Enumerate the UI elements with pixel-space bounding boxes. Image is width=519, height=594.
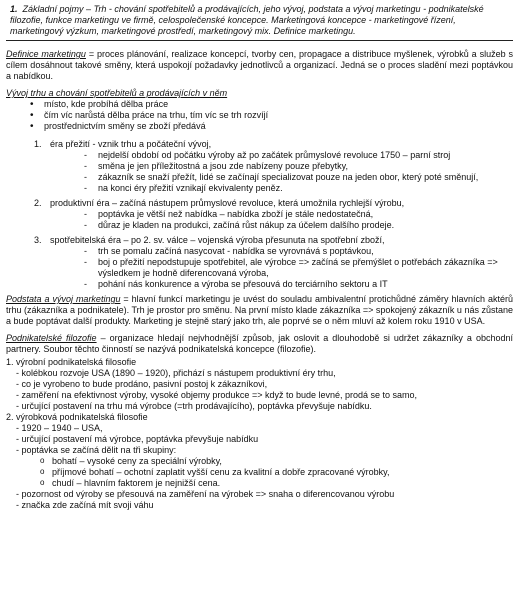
philosophy-title: Podnikatelské filozofie <box>6 333 97 343</box>
era-number: 2. <box>34 198 42 208</box>
list-item: - kolébkou rozvoje USA (1890 – 1920), přichází s nástupem produktivní éry trhu, <box>16 368 336 378</box>
definition-paragraph <box>6 49 513 82</box>
list-item: - pozornost od výroby se přesouvá na zaměření na výrobek => snaha o diferencovanou výrobu <box>16 489 395 499</box>
era-survival <box>34 139 513 194</box>
production-philosophy <box>6 357 513 412</box>
era-items <box>50 209 513 231</box>
production-philosophy-title: 1. výrobní podnikatelská filosofie <box>6 357 137 367</box>
list-item: - nejdelší období od počátku výroby až po začátek průmyslové revoluce 1750 – parní stroj <box>84 150 513 161</box>
evolution-section <box>6 88 513 290</box>
list-item: - zákazník se snaží přežít, lidé se začínají specializovat pouze na jeden obor, který poté směnují, <box>84 172 513 183</box>
list-item: - trh se pomalu začíná nasycovat - nabídka se vyrovnává s poptávkou, <box>84 246 513 257</box>
era-consumer <box>34 235 513 290</box>
list-item: - poptávka je větší než nabídka – nabídka zboží je stále nedostatečná, <box>84 209 513 220</box>
list-item: • čím víc narůstá dělba práce na trhu, tím víc se trh rozvíjí <box>30 110 513 121</box>
list-item: - 1920 – 1940 – USA, <box>16 423 103 433</box>
list-item: • prostřednictvím směny se zboží předává <box>30 121 513 132</box>
product-philosophy <box>6 412 513 511</box>
era-title: éra přežití - vznik trhu a počáteční vývoj, <box>50 139 212 149</box>
era-items <box>50 246 513 290</box>
era-productive <box>34 198 513 231</box>
list-item: • místo, kde probíhá dělba práce <box>30 99 513 110</box>
eras-list <box>6 139 513 290</box>
list-item: - směna je jen příležitostná a jsou zde nabízeny pouze přebytky, <box>84 161 513 172</box>
product-philosophy-title: 2. výrobková podnikatelská filosofie <box>6 412 148 422</box>
document-header <box>6 4 513 41</box>
header-number: 1. <box>10 4 18 14</box>
list-item: - poptávka se začíná dělit na tři skupiny: <box>16 445 177 455</box>
essence-paragraph <box>6 294 513 327</box>
era-number: 1. <box>34 139 42 149</box>
evolution-bullets <box>6 99 513 132</box>
philosophy-text: – organizace hledají nejvhodnější způsob, jak oslovit a dlouhodobě si udržet zákazníky a obchodní partnery. Soubor těchto činností se nazývá podnikatelská koncepce (filozofie). <box>6 333 513 354</box>
list-item: - na konci éry přežití vznikají ekvivalenty peněz. <box>84 183 513 194</box>
list-item: o chudí – hlavním faktorem je nejnižší cena. <box>40 478 513 489</box>
list-item: o příjmové bohatí – ochotní zaplatit vyšší cenu za kvalitní a dobře zpracované výrobky, <box>40 467 513 478</box>
list-item: - zaměření na efektivnost výroby, vysoké objemy produkce => když to bude levné, prodá se to samo, <box>16 390 418 400</box>
list-item: - určující postavení má výrobce, poptávka převyšuje nabídku <box>16 434 259 444</box>
list-item: - značka zde začíná mít svoji váhu <box>16 500 154 510</box>
definition-title: Definice marketingu <box>6 49 86 59</box>
evolution-title: Vývoj trhu a chování spotřebitelů a prodávajících v něm <box>6 88 228 98</box>
list-item: o bohatí – vysoké ceny za speciální výrobky, <box>40 456 513 467</box>
essence-title: Podstata a vývoj marketingu <box>6 294 121 304</box>
list-item: - důraz je kladen na produkci, začíná růst nákup za účelem dalšího prodeje. <box>84 220 513 231</box>
demand-groups <box>6 456 513 489</box>
list-item: - co je vyrobeno to bude prodáno, pasivní postoj k zákazníkovi, <box>16 379 268 389</box>
era-number: 3. <box>34 235 42 245</box>
era-title: produktivní éra – začíná nástupem průmyslové revoluce, která umožnila rychlejší výrobu, <box>50 198 405 208</box>
philosophy-paragraph <box>6 333 513 355</box>
header-text: Základní pojmy – Trh - chování spotřebitelů a prodávajících, jeho vývoj, podstata a vývoj marketingu - podnikatelské filozofie, funkce marketingu ve firmě, celospolečenské koncepce. Marketingová koncepce - marketingové řízení, marketingový výzkum, marketingové prostředí, marketingový mix. Definice marketingu. <box>10 4 484 36</box>
era-items <box>50 150 513 194</box>
essence-text: = hlavní funkcí marketingu je uvést do souladu ambivalentní protichůdné záměry hlavních aktérů trhu (zákazníka a podnikatele). Trh je prostor pro směnu. Na první místo klade zákazníka => spokojený zákazník u nás zůstane a bude poptávat další produkty. Marketing je stejně starý jako trh, ale poprvé se o něm mluví až kolem roku 1910 v USA. <box>6 294 514 326</box>
list-item: - určující postavení na trhu má výrobce (=trh prodávajícího), poptávka převyšuje nabídku. <box>16 401 372 411</box>
list-item: - pohání nás konkurence a výroba se přesouvá do terciárního sektoru a IT <box>84 279 513 290</box>
definition-text: = proces plánování, realizace koncepcí, tvorby cen, propagace a distribuce myšlenek, výrobků a služeb s cílem dosáhnout takové směny, která uspokojí požadavky jednotlivců a organizací. Jedná se o proces sladění mezi poptávkou a nabídkou. <box>6 49 513 81</box>
list-item: - boj o přežití nepodstupuje spotřebitel, ale výrobce => začíná se přemýšlet o potřebách zákazníka => výsledkem je hodně diferencovaná výroba, <box>84 257 513 279</box>
era-title: spotřebitelská éra – po 2. sv. válce – vojenská výroba přesunuta na spotřební zboží, <box>50 235 385 245</box>
